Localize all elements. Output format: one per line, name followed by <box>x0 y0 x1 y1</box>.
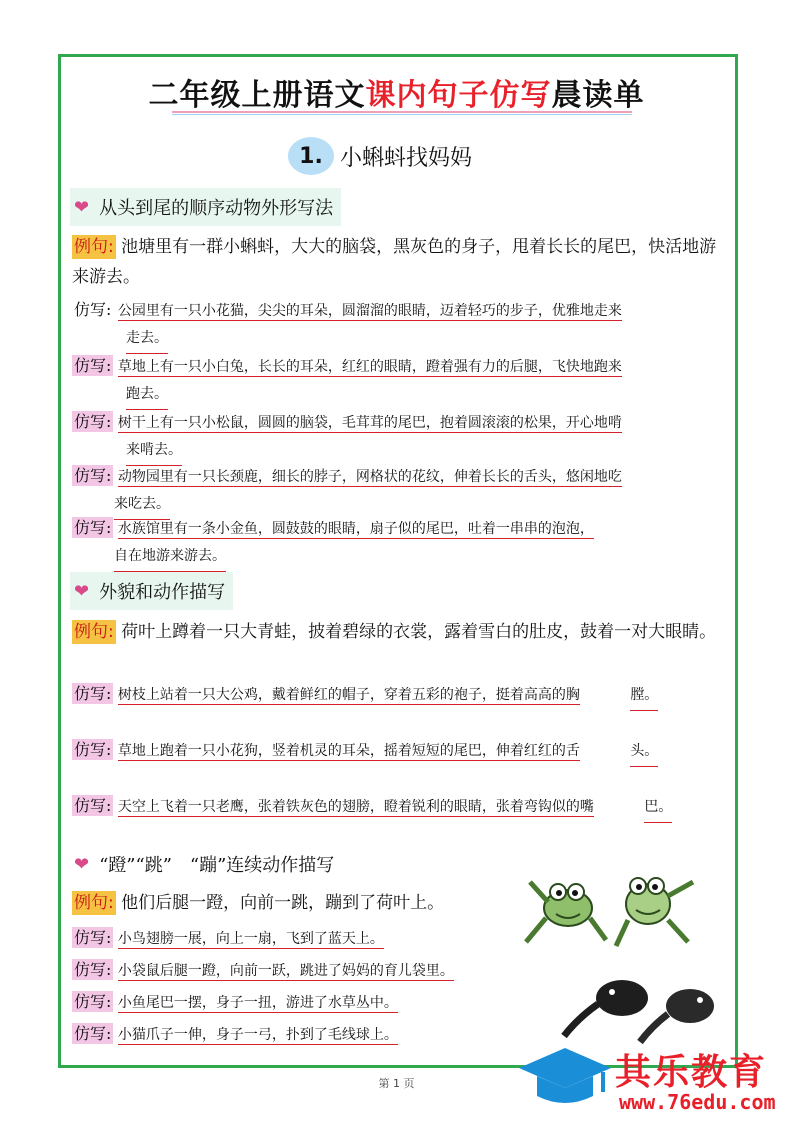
example-sentence-3 <box>72 888 512 918</box>
imitation-2-3 <box>72 792 722 823</box>
brand-logo <box>515 1040 790 1118</box>
imitation-text-cont: 头。 <box>630 738 658 767</box>
imitation-1-4 <box>72 462 722 520</box>
heart-icon: ❤ <box>74 580 90 602</box>
example-tag: 例句: <box>74 237 114 257</box>
imitation-1-1 <box>72 296 722 354</box>
section-heading-1 <box>70 188 341 226</box>
imitation-tag: 仿写: <box>74 518 112 537</box>
imitation-text-cont: 跑去。 <box>126 381 168 410</box>
imitation-text: 草地上有一只小白兔，长长的耳朵，红红的眼睛，蹬着强有力的后腿，飞快地跑来 <box>117 359 622 375</box>
imitation-text: 公园里有一只小花猫，尖尖的耳朵，圆溜溜的眼睛，迈着轻巧的步子，优雅地走来 <box>117 303 622 319</box>
imitation-3-4 <box>72 1020 532 1049</box>
imitation-tag: 仿写: <box>74 412 112 431</box>
imitation-text: 树枝上站着一只大公鸡，戴着鲜红的帽子，穿着五彩的袍子，挺着高高的胸 <box>117 687 580 703</box>
title-part-3: 晨读单 <box>551 78 645 113</box>
imitation-text: 小鱼尾巴一摆，身子一扭，游进了水草丛中。 <box>117 995 398 1011</box>
lesson-title: 小蝌蚪找妈妈 <box>340 145 473 171</box>
imitation-3-3 <box>72 988 532 1017</box>
brand-url: www.76edu.com <box>619 1090 776 1114</box>
imitation-text: 动物园里有一只长颈鹿，细长的脖子，网格状的花纹，伸着长长的舌头，悠闲地吃 <box>117 469 622 485</box>
lesson-header <box>288 136 472 176</box>
imitation-3-2 <box>72 956 552 985</box>
title-underline-blue <box>172 114 632 115</box>
example-sentence-2 <box>72 617 722 647</box>
tadpoles-illustration <box>560 966 730 1046</box>
imitation-1-3 <box>72 408 722 466</box>
heart-icon: ❤ <box>74 853 90 875</box>
imitation-tag: 仿写: <box>74 300 112 319</box>
imitation-text: 水族馆里有一条小金鱼，圆鼓鼓的眼睛，扇子似的尾巴，吐着一串串的泡泡， <box>117 521 594 537</box>
imitation-text-cont: 来吃去。 <box>114 491 170 520</box>
title-part-1: 二年级上册语文 <box>148 78 366 113</box>
imitation-text-cont: 巴。 <box>644 794 672 823</box>
imitation-1-5 <box>72 514 722 572</box>
imitation-tag: 仿写: <box>74 928 112 947</box>
section-heading-3 <box>70 845 342 883</box>
title-underline <box>172 111 632 113</box>
imitation-1-2 <box>72 352 722 410</box>
page-number: 第 1 页 <box>378 1077 415 1090</box>
imitation-tag: 仿写: <box>74 796 112 815</box>
example-text: 他们后腿一蹬，向前一跳，蹦到了荷叶上。 <box>121 893 445 913</box>
imitation-text: 天空上飞着一只老鹰，张着铁灰色的翅膀，瞪着锐利的眼睛，张着弯钩似的嘴 <box>117 799 594 815</box>
tadpole-1 <box>564 980 648 1036</box>
graduation-cap-icon <box>515 1044 613 1114</box>
example-text: 池塘里有一群小蝌蚪，大大的脑袋，黑灰色的身子，甩着长长的尾巴，快活地游来游去。 <box>72 237 717 287</box>
imitation-2-2 <box>72 736 722 767</box>
heart-icon: ❤ <box>74 196 90 218</box>
frogs-illustration <box>518 862 708 952</box>
tadpole-2 <box>640 989 714 1042</box>
section-heading-text: 从头到尾的顺序动物外形写法 <box>99 198 334 219</box>
imitation-tag: 仿写: <box>74 466 112 485</box>
frog-right <box>616 878 693 946</box>
imitation-tag: 仿写: <box>74 992 112 1011</box>
imitation-text-cont: 膛。 <box>630 682 658 711</box>
imitation-text-cont: 自在地游来游去。 <box>114 543 226 572</box>
imitation-tag: 仿写: <box>74 356 112 375</box>
imitation-text: 小袋鼠后腿一蹬，向前一跃，跳进了妈妈的育儿袋里。 <box>117 963 454 979</box>
imitation-tag: 仿写: <box>74 740 112 759</box>
imitation-2-1 <box>72 680 722 711</box>
page-title <box>0 70 793 114</box>
example-sentence-1 <box>72 232 722 292</box>
example-tag: 例句: <box>74 622 114 642</box>
title-part-2: 课内句子仿写 <box>365 78 552 113</box>
example-text: 荷叶上蹲着一只大青蛙，披着碧绿的衣裳，露着雪白的肚皮，鼓着一对大眼睛。 <box>121 622 717 642</box>
imitation-text-cont: 走去。 <box>126 325 168 354</box>
imitation-text: 小猫爪子一伸，身子一弓，扑到了毛线球上。 <box>117 1027 398 1043</box>
frog-left <box>526 882 606 942</box>
section-heading-text: 外貌和动作描写 <box>99 582 226 603</box>
section-heading-2 <box>70 572 233 610</box>
imitation-3-1 <box>72 924 532 953</box>
imitation-text: 小鸟翅膀一展，向上一扇，飞到了蓝天上。 <box>117 931 384 947</box>
imitation-text: 树干上有一只小松鼠，圆圆的脑袋，毛茸茸的尾巴，抱着圆滚滚的松果，开心地啃 <box>117 415 622 431</box>
brand-name: 其乐教育 <box>615 1052 768 1093</box>
imitation-tag: 仿写: <box>74 684 112 703</box>
section-heading-text: “蹬”“跳” “蹦”连续动作描写 <box>99 855 335 876</box>
imitation-tag: 仿写: <box>74 1024 112 1043</box>
lesson-number-badge: 1. <box>288 137 334 175</box>
imitation-text-cont: 来啃去。 <box>126 437 182 466</box>
imitation-tag: 仿写: <box>74 960 112 979</box>
example-tag: 例句: <box>74 893 114 913</box>
imitation-text: 草地上跑着一只小花狗，竖着机灵的耳朵，摇着短短的尾巴，伸着红红的舌 <box>117 743 580 759</box>
